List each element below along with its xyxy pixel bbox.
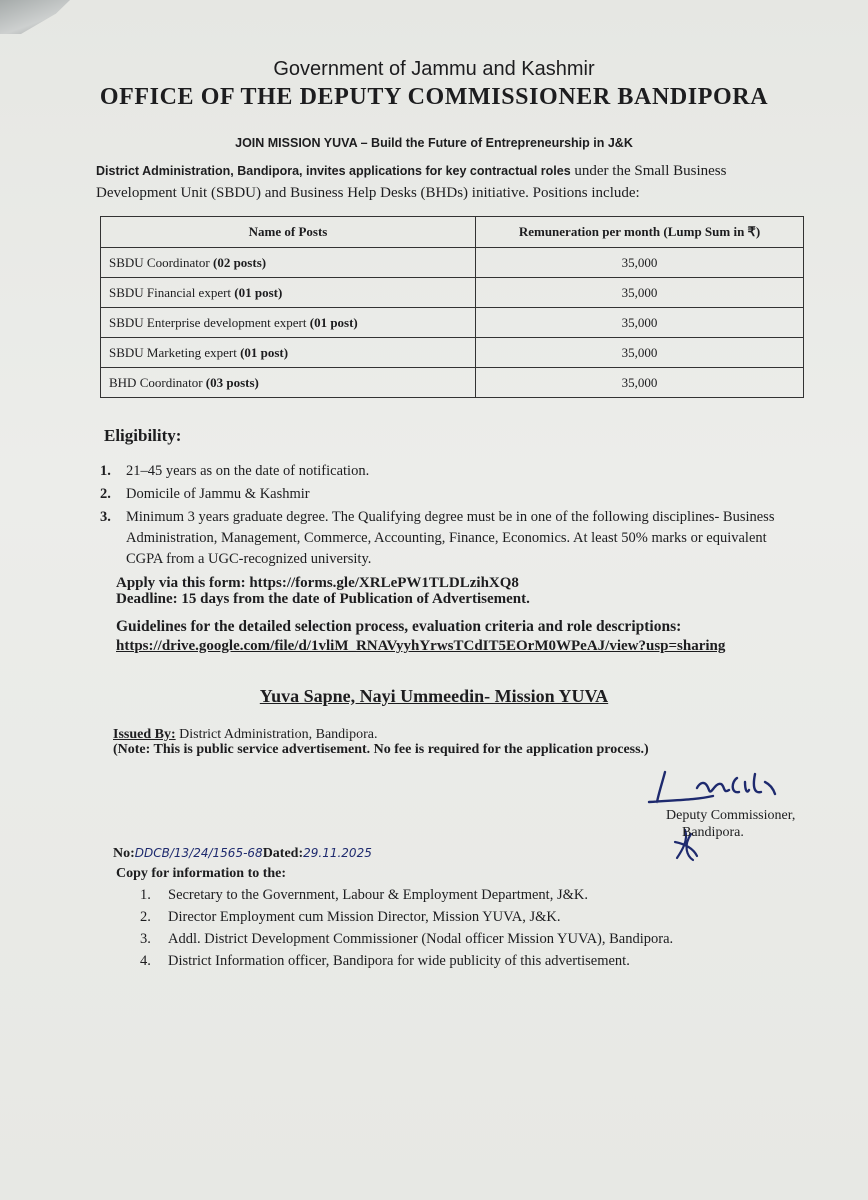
apply-link[interactable]: Apply via this form: https://forms.gle/XRLePW1TLDLzihXQ8: [116, 575, 519, 591]
post-count: (01 post): [309, 314, 358, 330]
intro-rest: under the Small Business Development Unit (SBDU) and Business Help Desks (BHDs) initiative. Positions include:: [96, 163, 727, 201]
government-title: Government of Jammu and Kashmir: [273, 58, 595, 80]
post-title: SBDU Enterprise development expert: [109, 314, 310, 330]
reference-no-value: DDCB/13/24/1565-68: [134, 846, 263, 860]
signatory-title: Deputy Commissioner,: [666, 808, 796, 823]
post-remuneration: 35,000: [476, 278, 804, 308]
intro-paragraph: [96, 160, 802, 204]
dated-value: 29.11.2025: [303, 846, 372, 860]
dated-label: Dated:: [262, 846, 304, 861]
post-remuneration: 35,000: [476, 338, 804, 368]
reference-line: [113, 846, 372, 862]
item-text: Domicile of Jammu & Kashmir: [126, 486, 310, 502]
table-row: [101, 248, 804, 278]
posts-table: [100, 216, 804, 398]
list-item: [100, 507, 800, 570]
post-name: [101, 368, 476, 398]
post-count: (02 posts): [213, 254, 267, 270]
table-row: [101, 278, 804, 308]
item-text: Addl. District Development Commissioner (Nodal officer Mission YUVA), Bandipora.: [168, 931, 674, 947]
post-title: SBDU Financial expert: [109, 284, 235, 300]
intro-lead: District Administration, Bandipora, invites applications for key contractual roles: [96, 164, 571, 178]
list-item: [100, 484, 800, 505]
table-row: [101, 368, 804, 398]
item-number: 4.: [140, 953, 151, 969]
post-title: SBDU Coordinator: [109, 254, 213, 270]
post-remuneration: 35,000: [476, 308, 804, 338]
post-name: [101, 278, 476, 308]
deadline-text: Deadline: 15 days from the date of Publication of Advertisement.: [116, 591, 530, 607]
item-number: 3.: [100, 509, 111, 525]
item-text: 21–45 years as on the date of notification.: [126, 463, 370, 479]
item-text: Minimum 3 years graduate degree. The Qualifying degree must be in one of the following disciplines- Business Administration, Management, Commerce, Accounting, Finance, Economics. At least 50% marks or equivalent CGPA from a UGC-recognized university.: [126, 509, 775, 567]
table-header-row: [101, 217, 804, 248]
table-row: [101, 308, 804, 338]
note-text: (Note: This is public service advertisement. No fee is required for the application process.): [113, 742, 649, 757]
copy-heading: Copy for information to the:: [116, 866, 287, 881]
guidelines-link[interactable]: https://drive.google.com/file/d/1vliM_RNAVyyhYrwsTCdIT5EOrM0WPeAJ/view?usp=sharing: [116, 638, 726, 654]
item-text: Secretary to the Government, Labour & Employment Department, J&K.: [168, 887, 588, 903]
signatory-place: Bandipora.: [682, 825, 744, 840]
office-title: OFFICE OF THE DEPUTY COMMISSIONER BANDIPORA: [99, 84, 769, 110]
item-number: 2.: [140, 909, 151, 925]
list-item: [140, 884, 673, 906]
copy-list: [140, 884, 673, 972]
item-number: 2.: [100, 486, 111, 502]
eligibility-heading: Eligibility:: [104, 426, 182, 445]
item-text: Director Employment cum Mission Director, Mission YUVA, J&K.: [168, 909, 561, 925]
item-number: 1.: [100, 463, 111, 479]
post-name: [101, 308, 476, 338]
guidelines-text: Guidelines for the detailed selection process, evaluation criteria and role descriptions:: [116, 618, 682, 635]
list-item: [140, 928, 673, 950]
post-count: (03 posts): [205, 374, 259, 390]
item-number: 3.: [140, 931, 151, 947]
issued-by: [113, 727, 377, 743]
list-item: [140, 906, 673, 928]
post-count: (01 post): [240, 344, 289, 360]
col-header-remuneration: Remuneration per month (Lump Sum in ₹): [476, 217, 804, 248]
table-row: [101, 338, 804, 368]
post-name: [101, 338, 476, 368]
post-remuneration: 35,000: [476, 368, 804, 398]
list-item: [140, 950, 673, 972]
reference-no-label: No:: [113, 846, 135, 861]
list-item: [100, 461, 800, 482]
post-count: (01 post): [234, 284, 283, 300]
issued-value: District Administration, Bandipora.: [175, 727, 378, 742]
issued-label: Issued By:: [113, 727, 176, 742]
col-header-post: Name of Posts: [101, 217, 476, 248]
post-title: BHD Coordinator: [109, 374, 206, 390]
slogan: Yuva Sapne, Nayi Ummeedin- Mission YUVA: [259, 686, 609, 706]
item-text: District Information officer, Bandipora for wide publicity of this advertisement.: [168, 953, 630, 969]
post-remuneration: 35,000: [476, 248, 804, 278]
eligibility-list: [100, 461, 800, 572]
campaign-heading: JOIN MISSION YUVA – Build the Future of Entrepreneurship in J&K: [235, 136, 633, 150]
post-title: SBDU Marketing expert: [109, 344, 241, 360]
post-name: [101, 248, 476, 278]
item-number: 1.: [140, 887, 151, 903]
